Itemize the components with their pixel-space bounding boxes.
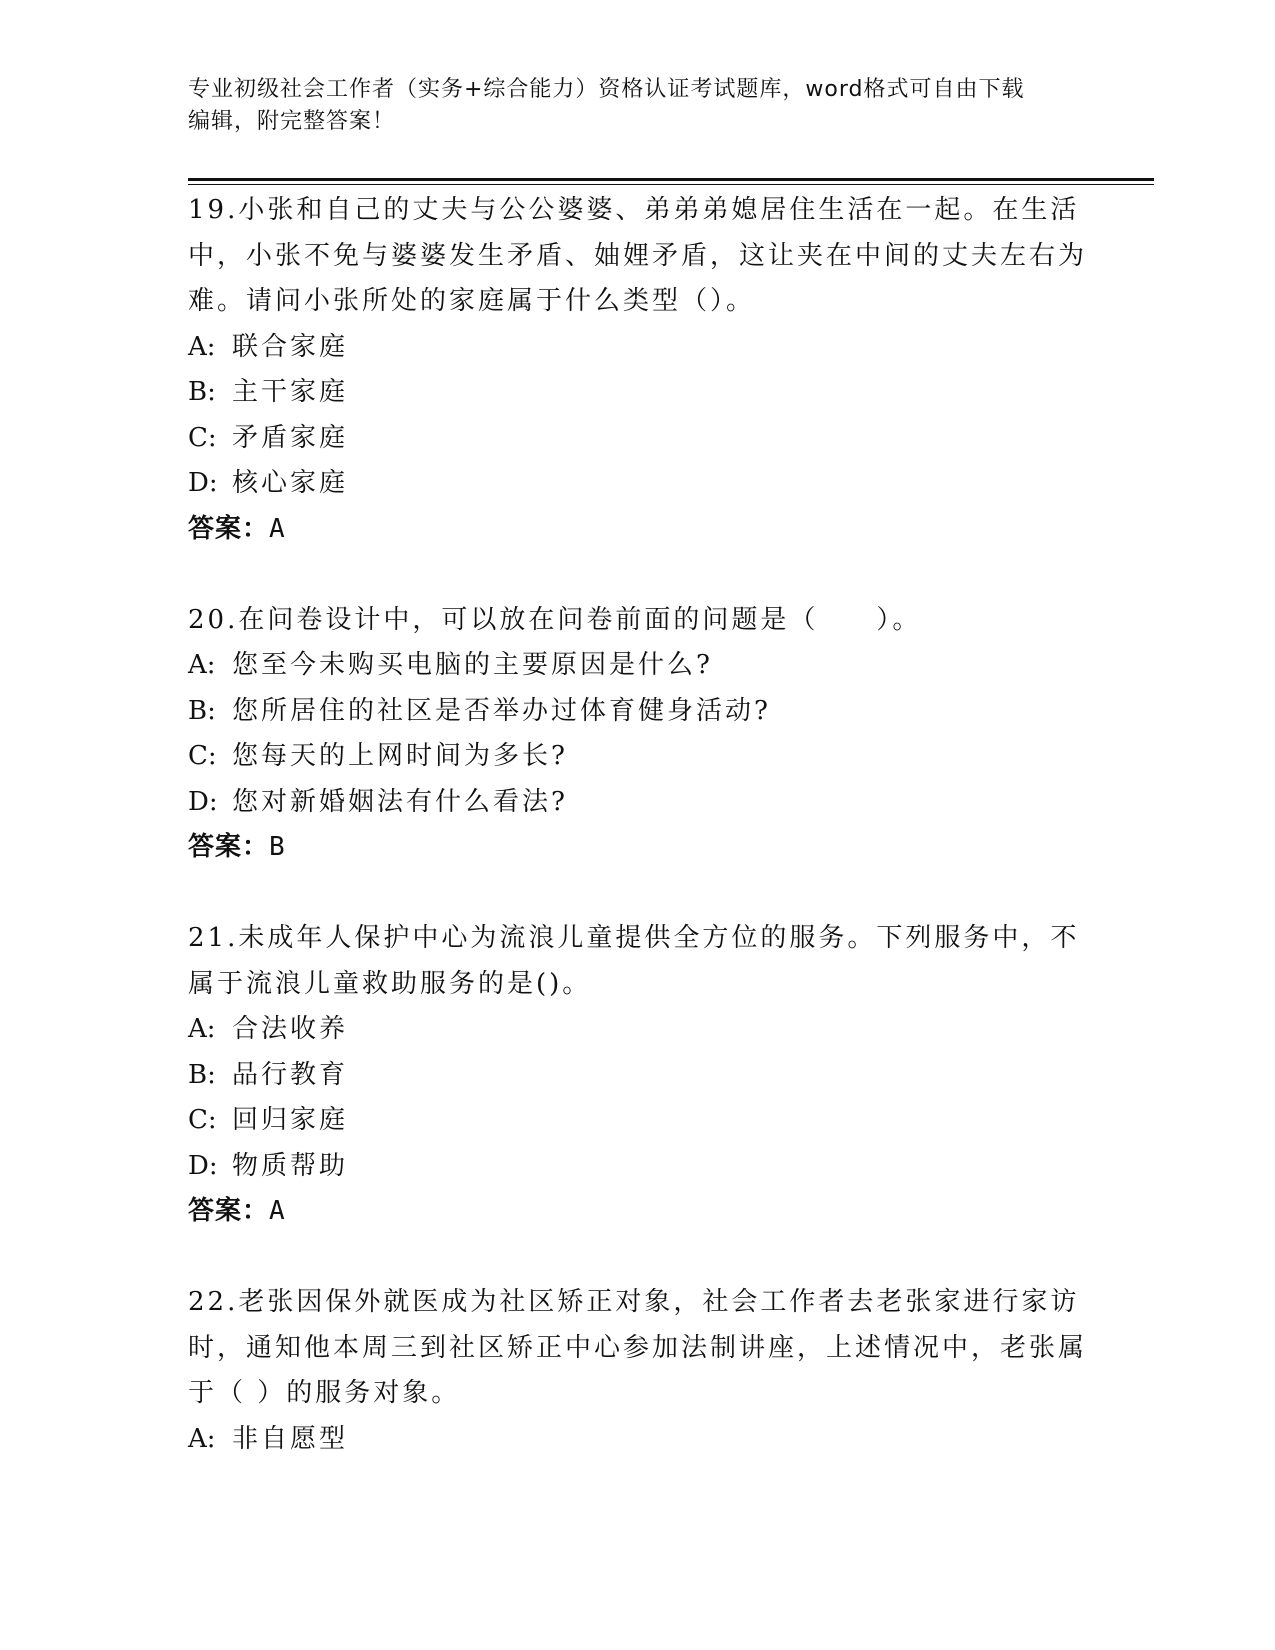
header-divider-thick [188,178,1154,181]
answer-line [188,825,1088,871]
answer-value: A [269,1196,286,1226]
option-a [188,325,1088,371]
answer-line [188,1189,1088,1235]
option-key: A: [188,1014,216,1044]
question-20 [188,598,1088,871]
option-text: 您所居住的社区是否举办过体育健身活动? [232,695,771,726]
option-key: C: [188,422,217,453]
option-a [188,1417,1088,1463]
option-key: A: [188,331,216,362]
question-22 [188,1280,1088,1462]
header-divider-thin [188,184,1154,185]
answer-label: 答案： [188,513,270,544]
option-text: 物质帮助 [232,1150,349,1181]
answer-value: A [269,513,286,544]
option-key: B: [188,377,216,407]
option-a [188,643,1088,689]
option-text: 主干家庭 [232,377,349,407]
option-key: C: [188,1105,217,1135]
option-key: B: [188,695,216,726]
option-a [188,1007,1088,1053]
option-text: 合法收养 [232,1014,349,1044]
answer-line [188,507,1088,553]
option-key: B: [188,1059,216,1090]
question-stem: 21.未成年人保护中心为流浪儿童提供全方位的服务。下列服务中，不属于流浪儿童救助服务的是()。 [188,923,1080,999]
option-key: A: [188,650,216,680]
option-text: 非自愿型 [232,1423,349,1454]
option-key: D: [188,468,218,498]
option-b [188,689,1088,735]
option-text: 矛盾家庭 [232,422,349,453]
option-key: D: [188,786,218,817]
question-stem: 20.在问卷设计中，可以放在问卷前面的问题是（ ）。 [188,604,922,635]
option-text: 您每天的上网时间为多长? [232,741,568,771]
question-list [188,188,1088,1462]
question-21 [188,916,1088,1235]
page-header [188,74,1088,138]
option-text: 品行教育 [232,1059,349,1090]
answer-value: B [269,832,286,862]
option-d [188,780,1088,826]
option-text: 您至今未购买电脑的主要原因是什么? [232,650,713,680]
option-c [188,416,1088,462]
option-text: 核心家庭 [232,468,349,498]
option-d [188,461,1088,507]
question-19 [188,188,1088,552]
option-c [188,734,1088,780]
option-text: 联合家庭 [232,331,349,362]
option-text: 回归家庭 [232,1105,349,1135]
option-key: C: [188,741,217,771]
option-b [188,1053,1088,1099]
header-line-1: 专业初级社会工作者（实务+综合能力）资格认证考试题库，word格式可自由下载 [188,77,1025,102]
option-b [188,370,1088,416]
option-text: 您对新婚姻法有什么看法? [232,786,568,817]
answer-label: 答案： [188,1196,270,1226]
option-key: D: [188,1150,218,1181]
option-c [188,1098,1088,1144]
question-stem: 22.老张因保外就医成为社区矫正对象，社会工作者去老张家进行家访时，通知他本周三到社区矫正中心参加法制讲座，上述情况中，老张属于（ ）的服务对象。 [188,1287,1088,1408]
header-line-2: 编辑，附完整答案！ [188,109,396,134]
option-d [188,1144,1088,1190]
option-key: A: [188,1423,216,1454]
question-stem: 19.小张和自己的丈夫与公公婆婆、弟弟弟媳居住生活在一起。在生活中，小张不免与婆婆发生矛盾、妯娌矛盾，这让夹在中间的丈夫左右为难。请问小张所处的家庭属于什么类型（）。 [188,195,1088,316]
answer-label: 答案： [188,832,270,862]
